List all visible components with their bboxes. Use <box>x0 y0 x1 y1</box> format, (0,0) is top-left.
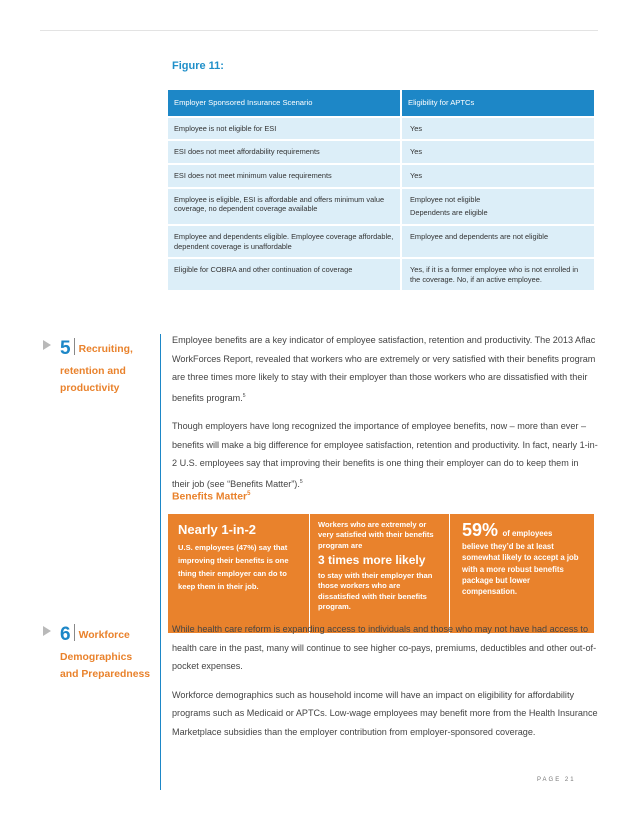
section-5-heading <box>60 334 133 398</box>
paragraph: While health care reform is expanding access to individuals and those who may not have had access to health care in the past, many will continue to see higher co-pays, premiums, deductibles and other out-of-pocket expenses. <box>172 624 597 671</box>
paragraph: Workforce demographics such as household income will have an impact on eligibility for affordability programs such as Medicaid or APTCs. Low-wage employees may benefit more from the Health Insurance Marketplace subsidies than the employer contribution from employer-sponsored coverage. <box>172 689 598 737</box>
callout-text: of employees <box>502 529 553 538</box>
callout-percent: 59% <box>462 520 499 540</box>
footnote-ref: 5 <box>242 392 246 399</box>
section-title-line: Recruiting, <box>78 344 133 355</box>
table-cell-eligibility: Yes <box>401 117 594 141</box>
table-cell-eligibility <box>401 188 594 225</box>
callout-3-times <box>310 514 450 633</box>
benefits-matter-title: Benefits Matter$^5$ <box>172 491 251 503</box>
table-cell-eligibility: Yes <box>401 164 594 188</box>
callout-headline: 3 times more likely <box>318 553 426 568</box>
table-cell-eligibility: Employee and dependents are not eligible <box>401 225 594 258</box>
table-cell-scenario: ESI does not meet minimum value requirements <box>168 164 401 188</box>
section-arrow-icon <box>43 340 51 350</box>
table-cell-scenario: Eligible for COBRA and other continuation of coverage <box>168 258 401 290</box>
section-title-line: Demographics <box>60 652 133 664</box>
section-6-body <box>172 620 598 751</box>
section-6-heading <box>60 620 150 684</box>
table-row <box>168 225 594 258</box>
section-5-rule <box>160 334 161 634</box>
section-title-line: retention and <box>60 366 126 378</box>
footnote-ref: 5 <box>299 478 303 485</box>
section-title-line: and Preparedness <box>60 669 151 681</box>
section-number: 5 <box>60 338 71 359</box>
paragraph: Though employers have long recognized the importance of employee benefits, now – more than ever – benefits will make a big difference for employee satisfaction, retention and productivity. In fact, nearly 1-in-2 U.S. employees say that improving their benefits is one thing their employer can do to keep them in their job (see “Benefits Matter”).$^5$ <box>172 421 598 489</box>
table-header-eligibility: Eligibility for APTCs <box>401 90 594 117</box>
callout-nearly-1-in-2 <box>168 514 310 633</box>
heading-divider <box>74 338 75 355</box>
page-number: PAGE 21 <box>537 777 576 783</box>
section-6-rule <box>160 620 161 790</box>
top-divider <box>40 30 598 31</box>
callout-text: to stay with their employer than those workers who are dissatisfied with their benefits program. <box>318 570 433 611</box>
table-row <box>168 117 594 141</box>
table-cell-scenario: Employee is not eligible for ESI <box>168 117 401 141</box>
section-number: 6 <box>60 624 71 645</box>
table-cell-eligibility: Yes, if it is a former employee who is not enrolled in the coverage. No, if an active employee. <box>401 258 594 290</box>
section-title-line: Workforce <box>78 630 130 641</box>
callout-text: U.S. employees (47%) say that improving their benefits is one thing their employer can do to keep them in their job. <box>178 543 289 592</box>
table-cell-eligibility: Yes <box>401 140 594 164</box>
table-cell-scenario: Employee is eligible, ESI is affordable and offers minimum value coverage, no dependent coverage available <box>168 188 401 225</box>
callout-59-percent <box>450 514 594 633</box>
paragraph: Employee benefits are a key indicator of employee satisfaction, retention and productivity. The 2013 Aflac WorkForces Report, revealed that workers who are extremely or very satisfied with their benefits program are three times more likely to stay with their employer than those workers who are dissatisfied with their benefits program.$^5$ <box>172 335 596 403</box>
table-row <box>168 258 594 290</box>
table-cell-scenario: ESI does not meet affordability requirements <box>168 140 401 164</box>
callout-text: believe they’d be at least somewhat likely to accept a job with a more robust benefits package but lower compensation. <box>462 542 579 597</box>
section-arrow-icon <box>43 626 51 636</box>
heading-divider <box>74 624 75 641</box>
figure-title: Figure 11: <box>172 60 224 72</box>
benefits-callout-panel <box>168 514 594 633</box>
section-5-body <box>172 331 598 503</box>
eligibility-line-dependents: Dependents are eligible <box>410 208 488 218</box>
eligibility-line-employee: Employee not eligible <box>410 194 481 204</box>
table-row <box>168 140 594 164</box>
section-title-line: productivity <box>60 383 120 395</box>
callout-text: Workers who are extremely or very satisfied with their benefits program are <box>318 520 434 550</box>
figure-table <box>168 90 594 290</box>
footnote-ref: 5 <box>247 491 251 497</box>
table-cell-scenario: Employee and dependents eligible. Employee coverage affordable, dependent coverage is unaffordable <box>168 225 401 258</box>
table-row <box>168 164 594 188</box>
table-header-scenario: Employer Sponsored Insurance Scenario <box>168 90 401 117</box>
callout-headline: Nearly 1-in-2 <box>178 522 257 537</box>
table-row <box>168 188 594 225</box>
